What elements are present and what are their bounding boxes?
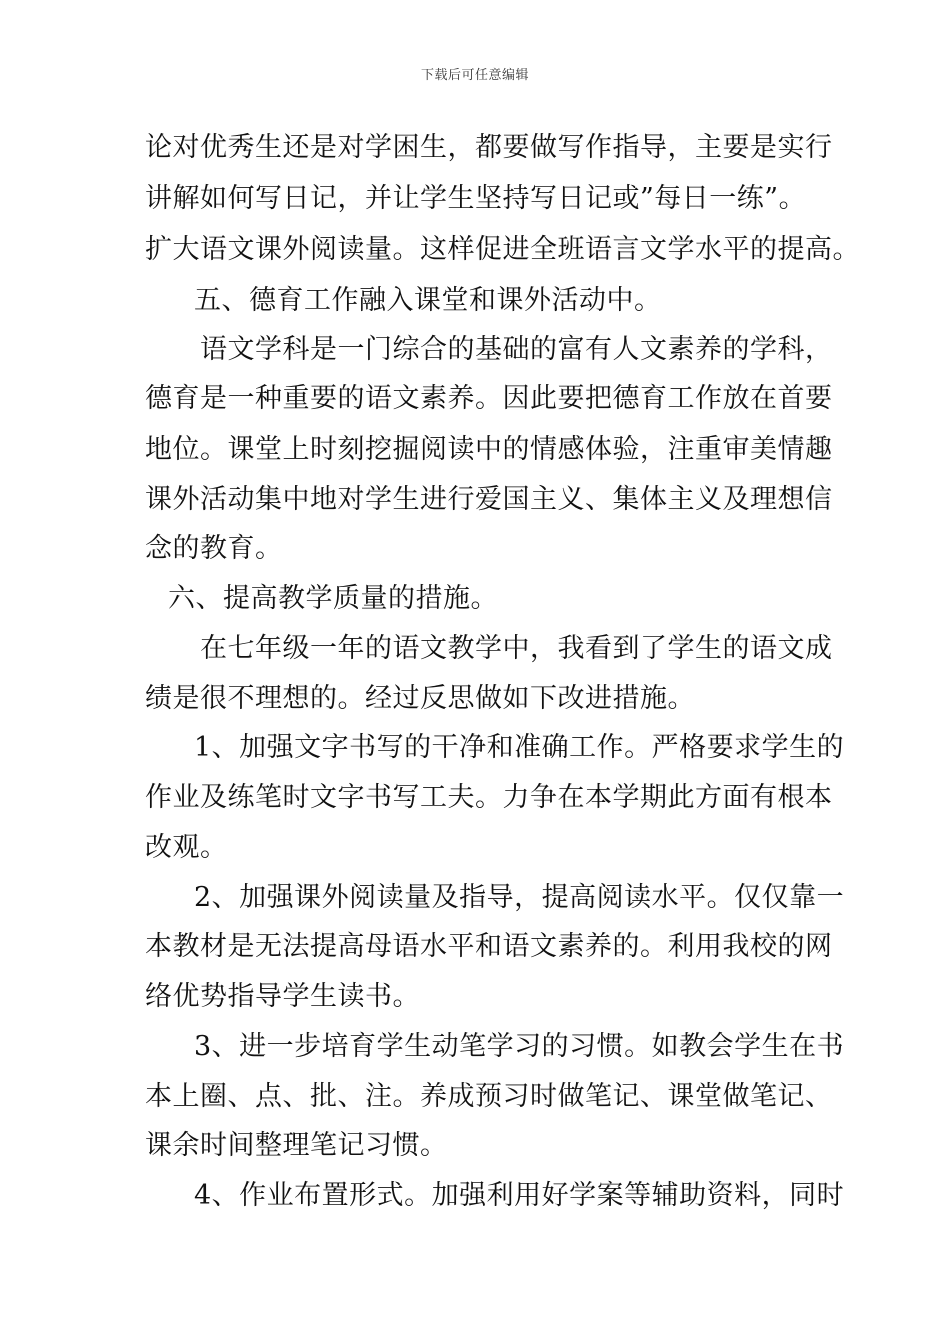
body-line: 扩大语文课外阅读量。这样促进全班语言文学水平的提高。 <box>145 234 860 265</box>
body-line: 课余时间整理笔记习惯。 <box>145 1130 448 1161</box>
body-line: 讲解如何写日记，并让学生坚持写日记或”每日一练”。 <box>145 183 807 214</box>
body-line: 绩是很不理想的。经过反思做如下改进措施。 <box>145 683 695 714</box>
list-item-line: 1、加强文字书写的干净和准确工作。严格要求学生的 <box>194 732 845 763</box>
list-item-line: 2、加强课外阅读量及指导，提高阅读水平。仅仅靠一 <box>194 882 845 913</box>
body-line: 语文学科是一门综合的基础的富有人文素养的学科， <box>200 334 833 365</box>
body-line: 地位。课堂上时刻挖掘阅读中的情感体验，注重审美情趣 <box>145 434 833 465</box>
section-heading: 六、提高教学质量的措施。 <box>168 583 498 614</box>
body-line: 本教材是无法提高母语水平和语文素养的。利用我校的网 <box>145 931 833 962</box>
page-header: 下载后可任意编辑 <box>420 68 529 83</box>
body-line: 络优势指导学生读书。 <box>145 981 420 1012</box>
body-line: 课外活动集中地对学生进行爱国主义、集体主义及理想信 <box>145 484 833 515</box>
body-line: 改观。 <box>145 832 228 863</box>
list-item-line: 4、作业布置形式。加强利用好学案等辅助资料，同时 <box>194 1180 845 1211</box>
body-line: 念的教育。 <box>145 533 283 564</box>
body-line: 在七年级一年的语文教学中，我看到了学生的语文成 <box>200 633 833 664</box>
section-heading: 五、德育工作融入课堂和课外活动中。 <box>194 285 662 316</box>
list-item-line: 3、进一步培育学生动笔学习的习惯。如教会学生在书 <box>194 1031 845 1062</box>
body-line: 德育是一种重要的语文素养。因此要把德育工作放在首要 <box>145 383 833 414</box>
body-line: 论对优秀生还是对学困生，都要做写作指导，主要是实行 <box>145 132 833 163</box>
body-line: 作业及练笔时文字书写工夫。力争在本学期此方面有根本 <box>145 782 833 813</box>
body-line: 本上圈、点、批、注。养成预习时做笔记、课堂做笔记、 <box>145 1081 833 1112</box>
